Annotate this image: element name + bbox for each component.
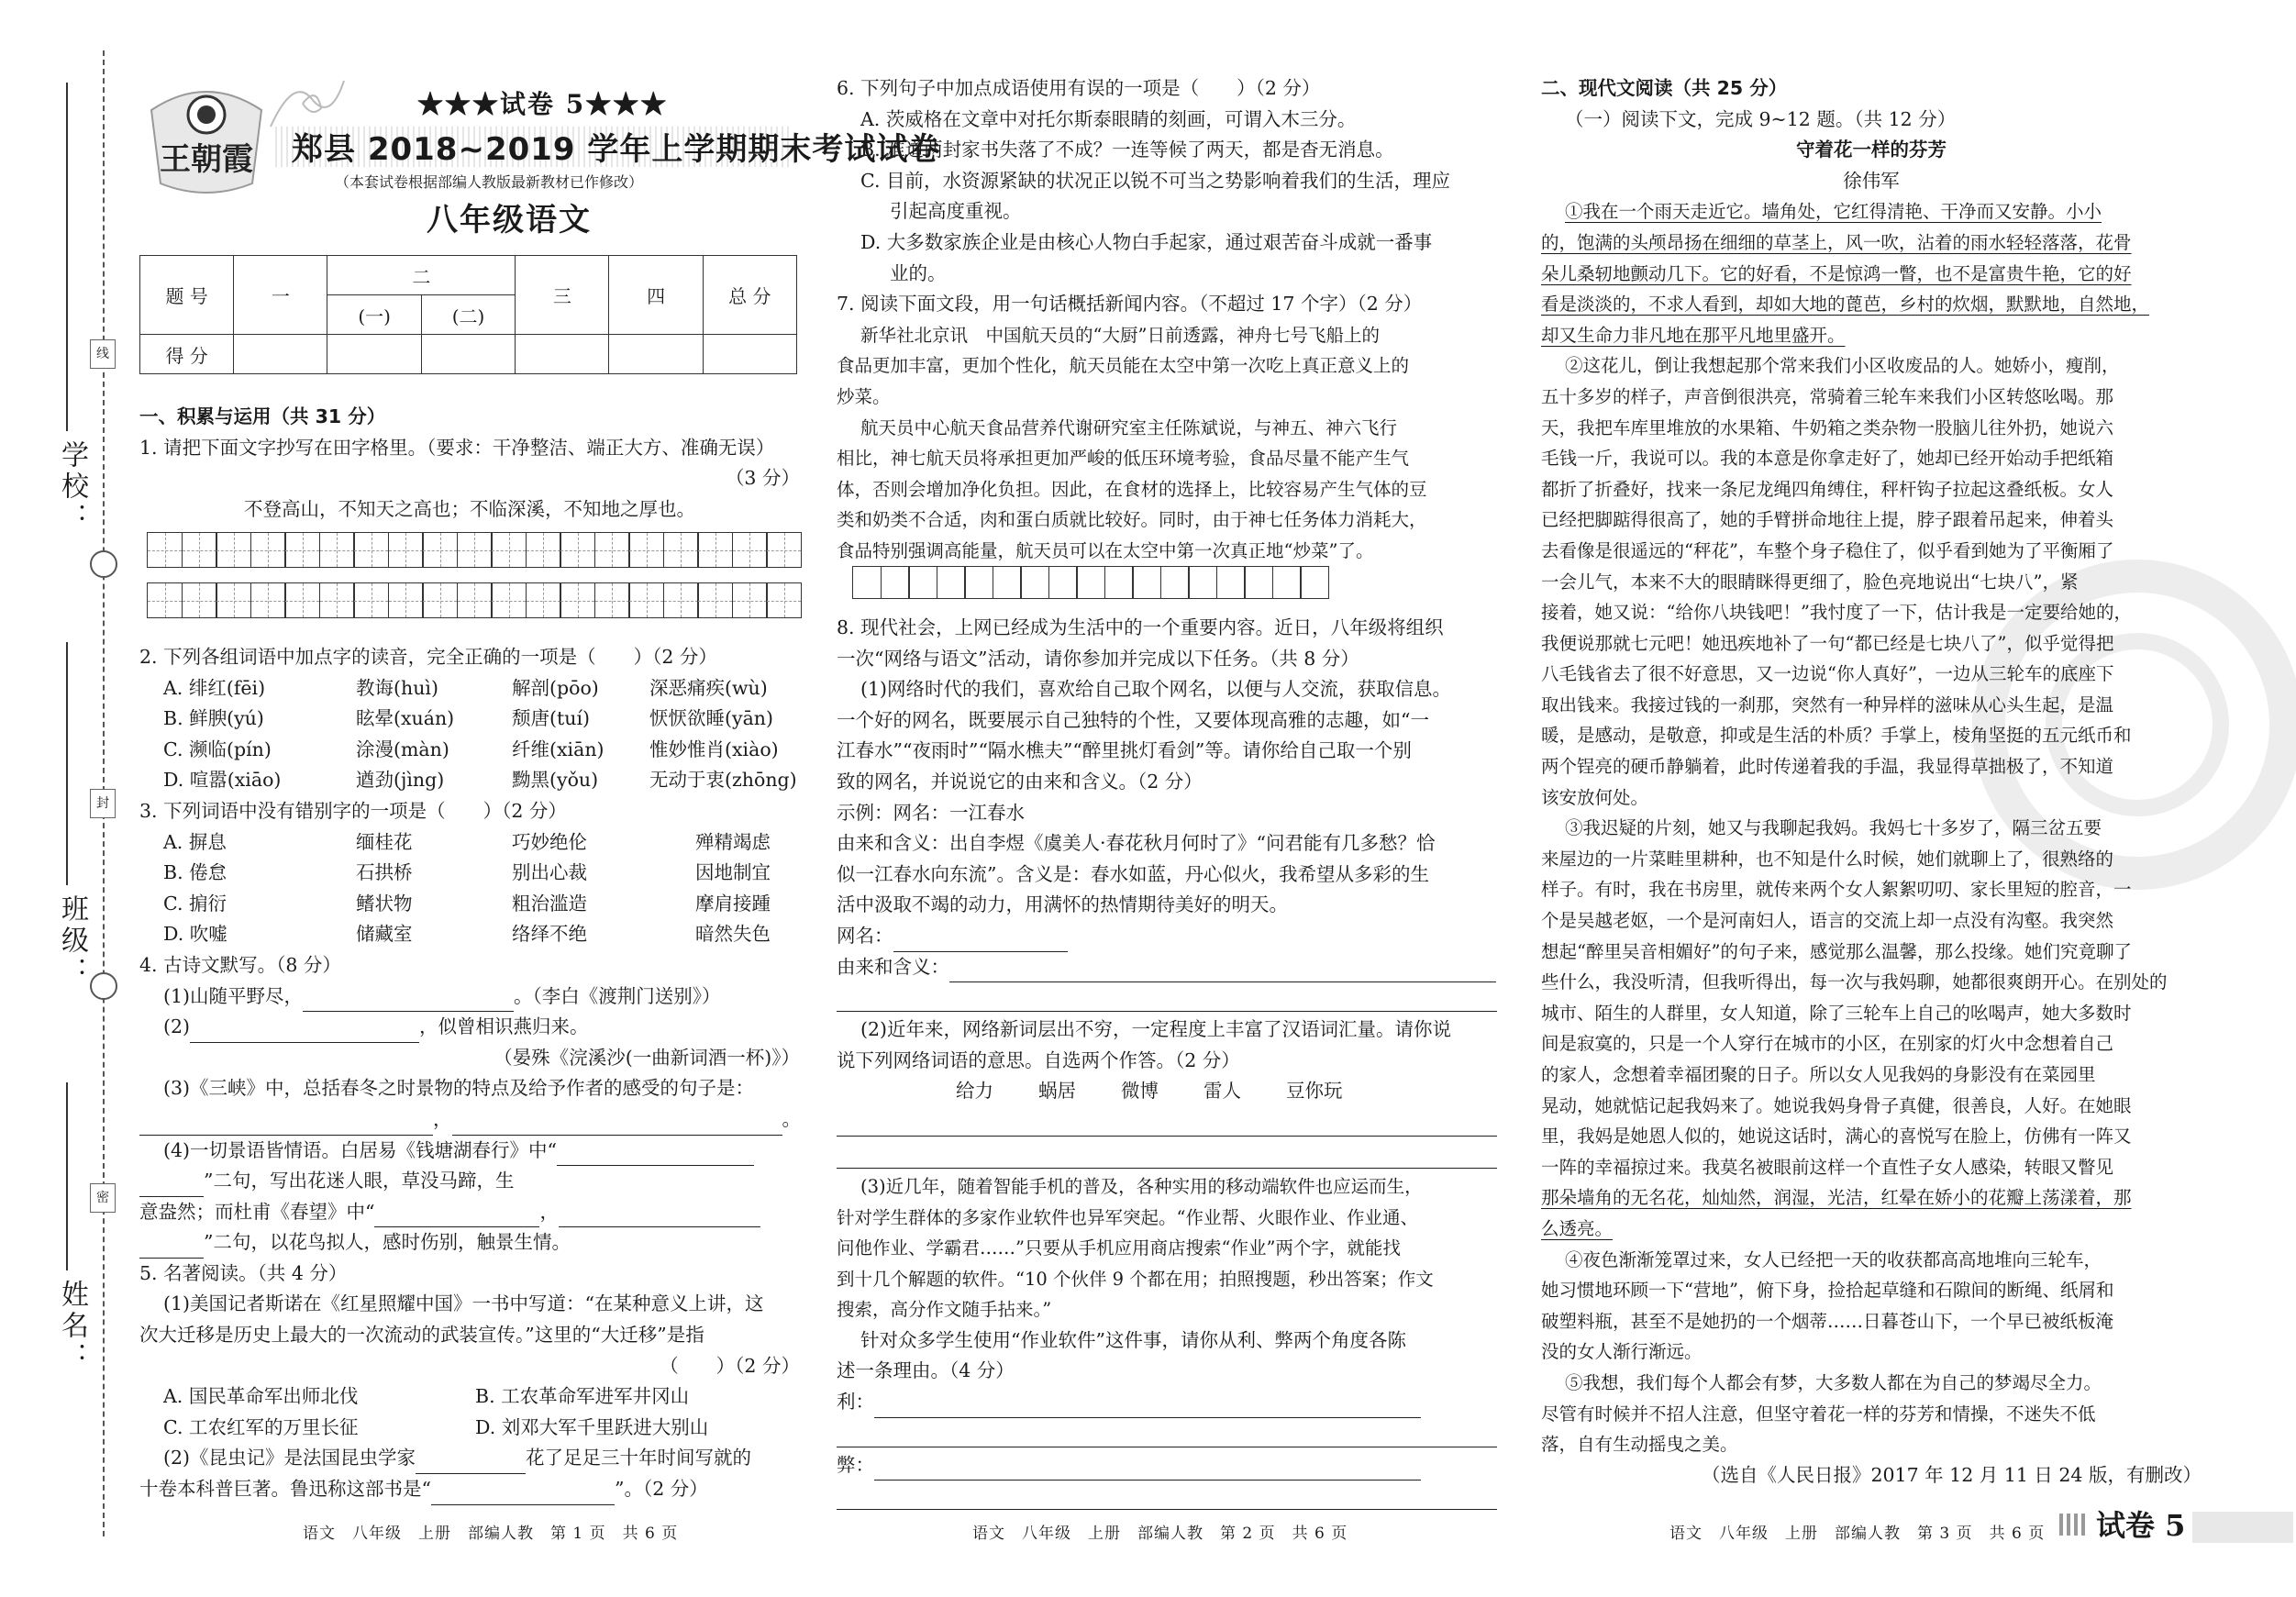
q6-option-b: B. 难道两封家书失落了不成？一连等候了两天，都是杳无消息。 bbox=[860, 139, 1394, 161]
name-field[interactable] bbox=[66, 1082, 68, 1270]
q8-example-line3: 似一江春水向东流”。含义是：春水如蓝，丹心似火，我希望从多彩的生 bbox=[837, 862, 1429, 885]
article-body: ①我在一个雨天走近它。墙角处，它红得清艳、干净而又安静。小小 的，饱满的头颅昂扬在细细的草茎上，风一吹，沾着的雨水轻轻落落，花骨 朵儿桑轫地颤动几下。它的好看，不是惊鸿一瞥，也不是富贵牛艳，它的好 看是淡淡的，不求人看到，却如大地的蓖芭，乡村的炊烟，默默地，自然地， 却又生命力非凡地在那平凡地里盛开。 ②这花儿，倒让我想起那个常来我们小区收废品的人。她娇小，瘦削， 五十多岁的样子，声音倒很洪亮，常骑着三轮车来我们小区转悠吆喝。那 天，我把车库里堆放的水果箱、牛奶箱之类杂物一股脑儿往外扔，她说六 毛钱一斤，我说可以。我的本意是你拿走好了，她却已经开始动手把纸箱 都折了折叠好，找来一条尼龙绳四角缚住，秤杆钩子拉起这叠纸板。女人 已经把脚踮得很高了，她的手臂拼命地往上提，脖子跟着吊起来，伸着头 去看像是很遥远的“秤花”，车整个身子稳住了，似乎看到她为了平衡厢了 一会儿气，本来不大的眼睛眯得更细了，脸色亮地说出“七块八”，紧 接着，她又说：“给你八块钱吧！”我忖度了一下，估计我是一定要给她的， 我便说那就七元吧！她迅疾地补了一句“都已经是七块八了”，似乎觉得把 八毛钱省去了很不好意思，又一边说“你人真好”，一边从三轮车的底座下 取出钱来。我接过钱的一刹那，突然有一种异样的滋味从心头生起，是温 暖，是感动，是敬意，抑或是生活的朴质？手掌上，棱角坚挺的五元纸币和 两个锃亮的硬币静躺着，此时传递着我的手温，我显得草拙极了，不知道 该安放何处。 ③我迟疑的片刻，她又与我聊起我妈。我妈七十多岁了，隔三岔五要 来屋边的一片菜畦里耕种，也不知是什么时候，她们就聊上了，很熟络的 样子。有时，我在书房里，就传来两个女人絮絮叨叨、家长里短的腔音，一 个是吴越老妪，一个是河南妇人，语言的交流上却一点没有沟壑。我突然 想起“醉里吴音相媚好”的句子来，感觉那么温馨，那么投缘。她们究竟聊了 些什么，我没听清，但我听得出，每一次与我妈聊，她都很爽朗开心。在别处的 城市、陌生的人群里，女人知道，除了三轮车上自己的吆喝声，她大多数时 间是寂寞的，只是一个人穿行在城市的小区，在别家的灯火中念想着自己 的家人，念想着幸福团聚的日子。所以女人见我妈的身影没有在菜园里 晃动，她就惦记起我妈来了。她说我妈身骨子真健，很善良，人好。在她眼 里，我妈是她恩人似的，她说这话时，满心的喜悦写在脸上，仿佛有一阵又 一阵的幸福掠过来。我莫名被眼前这样一个直性子女人感染，转眼又瞥见 那朵墙角的无名花，灿灿然，润湿，光洁，红晕在娇小的花瓣上荡漾着，那 么透亮。 ④夜色渐渐笼罩过来，女人已经把一天的收获都高高地堆向三轮车， 她习惯地环顾一下“营地”，俯下身，捡拾起草缝和石隙间的断绳、纸屑和 破塑料瓶，甚至不是她扔的一个烟蒂……日暮苍山下，一个早已被纸板淹 没的女人渐行渐远。 ⑤我想，我们每个人都会有梦，大多数人都在为自己的梦竭尽全力。 尽管有时候并不招人注意，但坚守着花一样的芬芳和情操，不迷失不低 落，自有生动摇曳之美。 bbox=[1541, 201, 2168, 1456]
pro-row: 利： bbox=[837, 1387, 1497, 1418]
col-total: 总 分 bbox=[703, 256, 796, 335]
q5-1: (1)美国记者斯诺在《红星照耀中国》一书中写道：“在某种意义上讲，这 bbox=[163, 1292, 764, 1315]
q4-2: (2) ，似曾相识燕归来。 bbox=[139, 1012, 800, 1043]
school-label: 学校： bbox=[56, 440, 88, 534]
q5-1-score: （ ）（2 分） bbox=[660, 1354, 800, 1377]
answer-line[interactable] bbox=[837, 1481, 1497, 1510]
q4-2-source: （晏殊《浣溪沙(一曲新词酒一杯)》） bbox=[494, 1046, 800, 1069]
answer-blank[interactable] bbox=[303, 991, 514, 1012]
score-cell[interactable] bbox=[516, 335, 609, 374]
col-section-1: 一 bbox=[234, 256, 327, 335]
name-label: 姓名： bbox=[56, 1280, 88, 1373]
score-cell[interactable] bbox=[609, 335, 703, 374]
answer-line[interactable] bbox=[837, 1139, 1497, 1169]
q8-1-line3: 江春水”“夜雨时”“隔水樵夫”“醉里挑灯看剑”等。请你给自己取一个别 bbox=[837, 739, 1412, 762]
q4-1: (1)山随平野尽， 。（李白《渡荆门送别》） bbox=[139, 981, 800, 1013]
answer-line[interactable] bbox=[837, 1107, 1497, 1137]
score-cell[interactable] bbox=[703, 335, 796, 374]
q5-options-ab: A. 国民革命军出师北伐 B. 工农革命军进军井冈山 bbox=[163, 1385, 690, 1408]
q8-1-line4: 致的网名，并说说它的由来和含义。（2 分） bbox=[837, 770, 1203, 793]
seal-mark-seal: 封 bbox=[90, 789, 116, 818]
question-8: 8. 现代社会，上网已经成为生活中的一个重要内容。近日，八年级将组织 bbox=[837, 616, 1444, 638]
q8-1: (1)网络时代的我们，喜欢给自己取个网名，以便与人交流，获取信息。 bbox=[860, 678, 1452, 701]
answer-blank[interactable] bbox=[557, 1145, 754, 1166]
column-1 bbox=[139, 402, 800, 525]
column-2-lower bbox=[837, 613, 1497, 1513]
q8-3-passage: (3)近几年，随着智能手机的普及，各种实用的移动端软件也应运而生， 针对学生群体的多家作业软件也异军突起。“作业帮、火眼作业、作业通、 问他作业、学霸君……”只要从手机应用商店搜索“作业”两个字，就能找 到十几个解题的软件。“10 个伙伴 9 个都在用；拍照搜题，秒出答案；作文 搜索，高分作文随手拈来。” bbox=[837, 1175, 1434, 1321]
origin-input[interactable] bbox=[949, 961, 1496, 982]
q5-2-line2: 十卷本科普巨著。鲁迅称这部书是“ ”。（2 分） bbox=[139, 1474, 800, 1505]
writing-grid-row-2[interactable] bbox=[147, 582, 801, 618]
article-source: （选自《人民日报》2017 年 12 月 11 日 24 版，有删改） bbox=[1701, 1463, 2202, 1486]
question-1-text: 不登高山，不知天之高也；不临深溪，不知地之厚也。 bbox=[244, 497, 695, 520]
q8-3-prompt-line2: 述一条理由。（4 分） bbox=[837, 1359, 1015, 1382]
answer-blank[interactable] bbox=[416, 1453, 526, 1474]
question-3: 3. 下列词语中没有错别字的一项是（ ）（2 分） bbox=[139, 799, 567, 822]
q7-answer-boxes[interactable] bbox=[852, 566, 1328, 599]
q2-options: A. 绯红(fēi) 教诲(huì) 解剖(pōo) 深恶痛疾(wù) B. 鲜腴(yú) 眩晕(xuán) 颓唐(tuí) 恹恹欲睡(yān) C. 濒临(pín) 涂漫(màn) 纤维(xiān) 惟妙惟肖(xiào) D. 喧嚣(xiāo) 遒劲(jìng) 黝黑(yǒu) 无动于衷(zhōng) bbox=[163, 676, 797, 792]
writing-grid-row-1[interactable] bbox=[147, 532, 801, 568]
school-field[interactable] bbox=[66, 83, 68, 431]
q4-3-answer: ， 。 bbox=[139, 1104, 800, 1136]
q3-options: A. 摒息 缅桂花 巧妙绝伦 殚精竭虑 B. 倦怠 石拱桥 别出心裁 因地制宜 C. 掮衍 鳍状物 粗治滥造 摩肩接踵 D. 吹嘘 储藏室 络绎不绝 暗然失色 bbox=[163, 830, 771, 946]
answer-blank[interactable] bbox=[374, 1206, 539, 1227]
footer-page-3: 语文 八年级 上册 部编人教 第 3 页 共 6 页 bbox=[1669, 1525, 2046, 1543]
q6-option-d: D. 大多数家族企业是由核心人物白手起家，通过艰苦奋斗成就一番事 bbox=[860, 230, 1433, 253]
q8-origin-row: 由来和含义： bbox=[837, 952, 1497, 983]
q8-example-line4: 活中汲取不竭的动力，用满怀的热情期待美好的明天。 bbox=[837, 893, 1288, 916]
seal-mark-line: 线 bbox=[90, 339, 116, 369]
score-cell[interactable] bbox=[234, 335, 327, 374]
q5-2: (2)《昆虫记》是法国昆虫学家 花了足足三十年时间写就的 bbox=[139, 1443, 800, 1474]
section-title-1: 一、积累与运用（共 31 分） bbox=[139, 405, 386, 427]
footer-page-1: 语文 八年级 上册 部编人教 第 1 页 共 6 页 bbox=[303, 1525, 679, 1543]
class-label: 班级： bbox=[56, 894, 88, 988]
answer-blank[interactable] bbox=[190, 1022, 419, 1043]
q7-passage: 新华社北京讯 中国航天员的“大厨”日前透露，神舟七号飞船上的 食品更加丰富，更加个性化，航天员能在太空中第一次吃上真正意义上的 炒菜。 航天员中心航天食品营养代谢研究室主任陈斌说，与神五、神六飞行 相比，神七航天员将承担更加严峻的低压环境考验，食品尽量不能产生气 体，否则会增加净化负担。因此，在食材的选择上，比较容易产生气体的豆 类和奶类不合适，肉和蛋白质就比较好。同时，由于神七任务体力消耗大， 食品特别强调高能量，航天员可以在太空中第一次真正地“炒菜”了。 bbox=[837, 324, 1427, 561]
binding-margin bbox=[0, 0, 138, 1597]
col-section-2a: (一) bbox=[327, 295, 421, 335]
q8-3-prompt: 针对众多学生使用“作业软件”这件事，请你从利、弊两个角度各陈 bbox=[860, 1328, 1406, 1351]
question-5: 5. 名著阅读。（共 4 分） bbox=[139, 1261, 348, 1284]
exam-number: ★★★试卷 5★★★ bbox=[417, 89, 669, 119]
answer-blank[interactable] bbox=[139, 1237, 204, 1259]
section-title-2: 二、现代文阅读（共 25 分） bbox=[1541, 77, 1788, 99]
question-2: 2. 下列各组词语中加点字的读音，完全正确的一项是（ ）（2 分） bbox=[139, 646, 717, 668]
paper-tag: 试卷 5 bbox=[2096, 1508, 2186, 1543]
exam-note: （本套试卷根据部编人教版最新教材已作修改） bbox=[335, 173, 644, 191]
col-section-3: 三 bbox=[516, 256, 609, 335]
q4-4-line2: ”二句，写出花迷人眼，草没马蹄，生 bbox=[139, 1166, 800, 1197]
publisher-logo bbox=[142, 73, 271, 202]
subject-title: 八年级语文 bbox=[427, 202, 592, 238]
question-1-score: （3 分） bbox=[725, 467, 800, 490]
q4-4-line4: ”二句，以花鸟拟人，感时伤别，触景生情。 bbox=[139, 1227, 800, 1259]
q8-words: 给力 蜗居 微博 雷人 豆你玩 bbox=[956, 1080, 1343, 1103]
q8-name-row: 网名： bbox=[837, 921, 1497, 952]
score-table bbox=[139, 255, 797, 374]
subsection-title: （一）阅读下文，完成 9~12 题。（共 12 分） bbox=[1565, 107, 1957, 130]
row-label-score: 得 分 bbox=[140, 335, 234, 374]
seal-mark-secret: 密 bbox=[90, 1183, 116, 1213]
question-8-cont: 一次“网络与语文”活动，请你参加并完成以下任务。（共 8 分） bbox=[837, 647, 1359, 670]
question-7: 7. 阅读下面文段，用一句话概括新闻内容。（不超过 17 个字）（2 分） bbox=[837, 293, 1423, 316]
answer-blank[interactable] bbox=[139, 1115, 433, 1136]
exam-title: 郑县 2018~2019 学年上学期期末考试试卷 bbox=[292, 131, 941, 168]
q8-1-line2: 一个好的网名，既要展示自己独特的个性，又要体现高雅的志趣，如“一 bbox=[837, 708, 1429, 731]
q8-2-line2: 说下列网络词语的意思。自选两个作答。（2 分） bbox=[837, 1048, 1240, 1071]
con-row: 弊： bbox=[837, 1450, 1497, 1481]
class-field[interactable] bbox=[66, 642, 68, 885]
article-author: 徐伟军 bbox=[1843, 169, 1900, 192]
column-1-lower bbox=[139, 642, 800, 1505]
col-section-4: 四 bbox=[609, 256, 703, 335]
q6-option-c-cont: 引起高度重视。 bbox=[890, 200, 1022, 223]
column-3 bbox=[1541, 73, 2202, 1491]
q4-4-line3: 意盎然；而杜甫《春望》中“ ， bbox=[139, 1197, 800, 1228]
q6-option-d-cont: 业的。 bbox=[890, 261, 947, 284]
answer-blank[interactable] bbox=[139, 1176, 204, 1197]
pro-input[interactable] bbox=[874, 1397, 1421, 1418]
answer-blank[interactable] bbox=[452, 1115, 782, 1136]
binding-hole bbox=[90, 972, 117, 1000]
q4-3: (3)《三峡》中，总括春冬之时景物的特点及给予作者的感受的句子是： bbox=[163, 1077, 755, 1100]
row-label-question: 题 号 bbox=[140, 256, 234, 335]
question-1: 1. 请把下面文字抄写在田字格里。（要求：干净整洁、端正大方、准确无误） bbox=[139, 436, 775, 459]
con-input[interactable] bbox=[874, 1459, 1421, 1481]
q8-2: (2)近年来，网络新词层出不穷，一定程度上丰富了汉语词汇量。请你说 bbox=[860, 1018, 1452, 1041]
answer-blank[interactable] bbox=[431, 1484, 615, 1505]
question-6: 6. 下列句子中加点成语使用有误的一项是（ ）（2 分） bbox=[837, 77, 1321, 99]
score-cell[interactable] bbox=[327, 335, 421, 374]
tag-band bbox=[2192, 1512, 2293, 1543]
binding-hole bbox=[90, 550, 117, 578]
q5-1-line2: 次大迁移是历史上最大的一次流动的武装宣传。”这里的“大迁移”是指 bbox=[139, 1324, 704, 1347]
answer-line[interactable] bbox=[837, 1418, 1497, 1447]
column-2 bbox=[837, 73, 1497, 567]
footer-page-2: 语文 八年级 上册 部编人教 第 2 页 共 6 页 bbox=[972, 1525, 1348, 1543]
q5-options-cd: C. 工农红军的万里长征 D. 刘邓大军千里跃进大别山 bbox=[163, 1415, 709, 1438]
score-cell[interactable] bbox=[421, 335, 515, 374]
q8-example: 示例：网名：一江春水 bbox=[837, 801, 1025, 824]
q4-4: (4)一切景语皆情语。白居易《钱塘湖春行》中“ bbox=[139, 1136, 800, 1167]
col-section-2b: (二) bbox=[421, 295, 515, 335]
question-4: 4. 古诗文默写。（8 分） bbox=[139, 953, 341, 976]
logo-text: 王朝霞 bbox=[160, 141, 253, 178]
q6-option-a: A. 茨威格在文章中对托尔斯泰眼睛的刻画，可谓入木三分。 bbox=[860, 107, 1357, 130]
col-section-2: 二 bbox=[327, 256, 516, 295]
tag-decoration bbox=[2059, 1514, 2087, 1536]
q8-example-line2: 由来和含义：出自李煜《虞美人·春花秋月何时了》“问君能有几多愁？恰 bbox=[837, 832, 1436, 855]
q6-option-c: C. 目前，水资源紧缺的状况正以锐不可当之势影响着我们的生活，理应 bbox=[860, 169, 1450, 192]
answer-line[interactable] bbox=[837, 982, 1497, 1012]
article-title: 守着花一样的芬芳 bbox=[1796, 139, 1947, 161]
net-name-input[interactable] bbox=[893, 931, 1068, 952]
answer-blank[interactable] bbox=[559, 1206, 760, 1227]
